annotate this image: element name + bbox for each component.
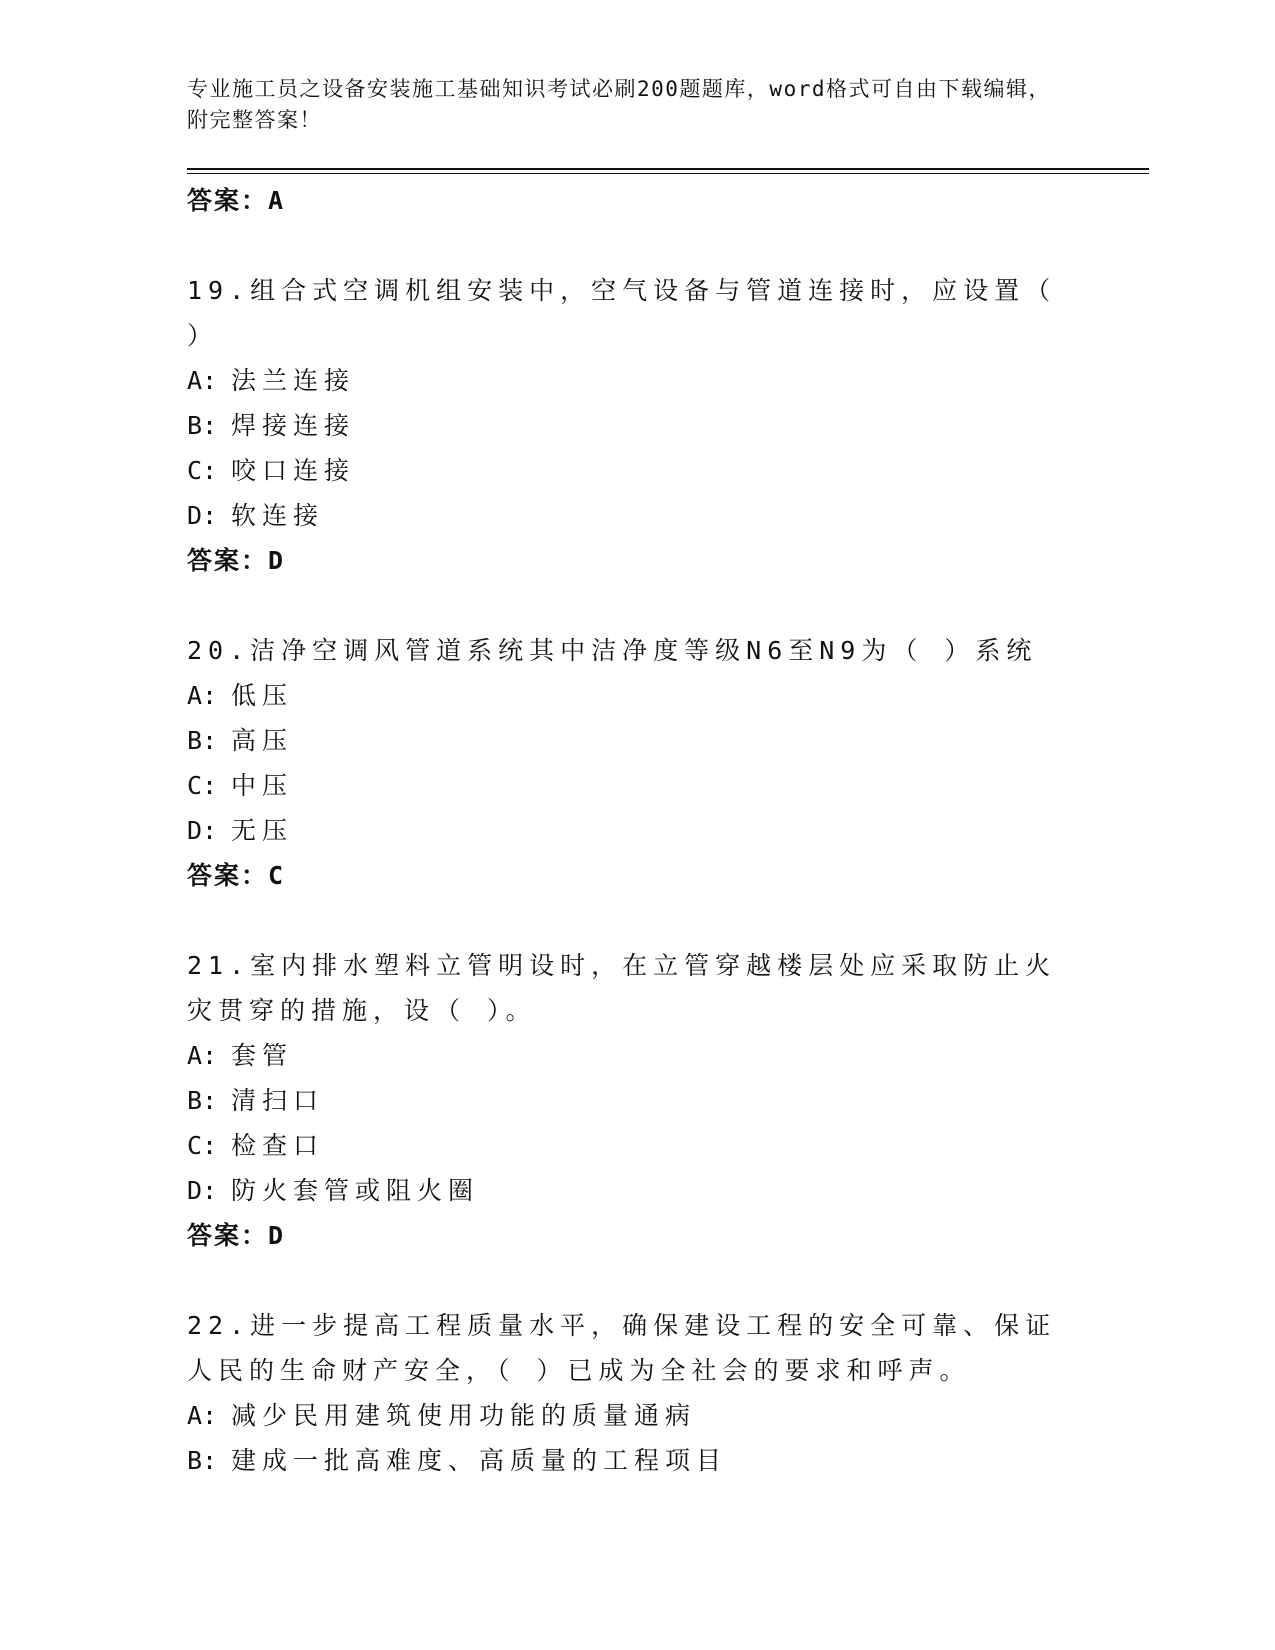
- option-letter: C:: [187, 1131, 218, 1160]
- question-block: [187, 268, 1149, 583]
- answer-option: [187, 403, 1149, 448]
- question-text: 20.洁净空调风管道系统其中洁净度等级N6至N9为（ ）系统: [187, 636, 1038, 665]
- option-letter: D:: [187, 816, 218, 845]
- document-header: 专业施工员之设备安装施工基础知识考试必刷200题题库，word格式可自由下载编辑，附完整答案！: [187, 77, 1051, 132]
- answer-option: [187, 1078, 1149, 1123]
- question-block: [187, 628, 1149, 898]
- question-block: [187, 943, 1149, 1258]
- header-divider: [187, 168, 1149, 174]
- question-block: [187, 1303, 1149, 1483]
- answer-option: [187, 1168, 1149, 1213]
- answer-option: [187, 1033, 1149, 1078]
- answer-option: [187, 448, 1149, 493]
- answer-key: 答案：D: [187, 1221, 286, 1250]
- question-text: 19.组合式空调机组安装中，空气设备与管道连接时，应设置（ ）: [187, 276, 1057, 350]
- option-letter: A:: [187, 681, 218, 710]
- answer-option: [187, 493, 1149, 538]
- option-letter: C:: [187, 771, 218, 800]
- option-letter: D:: [187, 1176, 218, 1205]
- answer-option: [187, 763, 1149, 808]
- answer-option: [187, 1393, 1149, 1438]
- option-text: 建成一批高难度、高质量的工程项目: [231, 1446, 728, 1475]
- option-letter: B:: [187, 411, 218, 440]
- option-letter: B:: [187, 726, 218, 755]
- answer-option: [187, 808, 1149, 853]
- option-letter: A:: [187, 1401, 218, 1430]
- question-text: 22.进一步提高工程质量水平，确保建设工程的安全可靠、保证人民的生命财产安全，（ ）已成为全社会的要求和呼声。: [187, 1311, 1057, 1385]
- option-text: 高压: [231, 726, 294, 755]
- option-text: 减少民用建筑使用功能的质量通病: [231, 1401, 697, 1430]
- option-text: 无压: [231, 816, 294, 845]
- option-text: 焊接连接: [231, 411, 356, 440]
- option-letter: C:: [187, 456, 218, 485]
- option-letter: B:: [187, 1446, 218, 1475]
- option-letter: A:: [187, 366, 218, 395]
- option-text: 清扫口: [231, 1086, 325, 1115]
- option-letter: A:: [187, 1041, 218, 1070]
- document-page: [187, 74, 1149, 1483]
- option-text: 低压: [231, 681, 294, 710]
- answer-key: 答案：C: [187, 861, 286, 890]
- answer-key: 答案：D: [187, 546, 286, 575]
- option-text: 法兰连接: [231, 366, 356, 395]
- answer-option: [187, 358, 1149, 403]
- answer-option: [187, 673, 1149, 718]
- option-text: 检查口: [231, 1131, 325, 1160]
- question-list: [187, 268, 1149, 1483]
- option-letter: B:: [187, 1086, 218, 1115]
- previous-answer: 答案：A: [187, 186, 286, 215]
- option-letter: D:: [187, 501, 218, 530]
- option-text: 咬口连接: [231, 456, 356, 485]
- answer-option: [187, 1123, 1149, 1168]
- answer-option: [187, 718, 1149, 763]
- option-text: 中压: [231, 771, 294, 800]
- option-text: 套管: [231, 1041, 294, 1070]
- option-text: 软连接: [231, 501, 325, 530]
- question-text: 21.室内排水塑料立管明设时，在立管穿越楼层处应采取防止火灾贯穿的措施，设（ ）。: [187, 951, 1057, 1025]
- answer-option: [187, 1438, 1149, 1483]
- option-text: 防火套管或阻火圈: [231, 1176, 480, 1205]
